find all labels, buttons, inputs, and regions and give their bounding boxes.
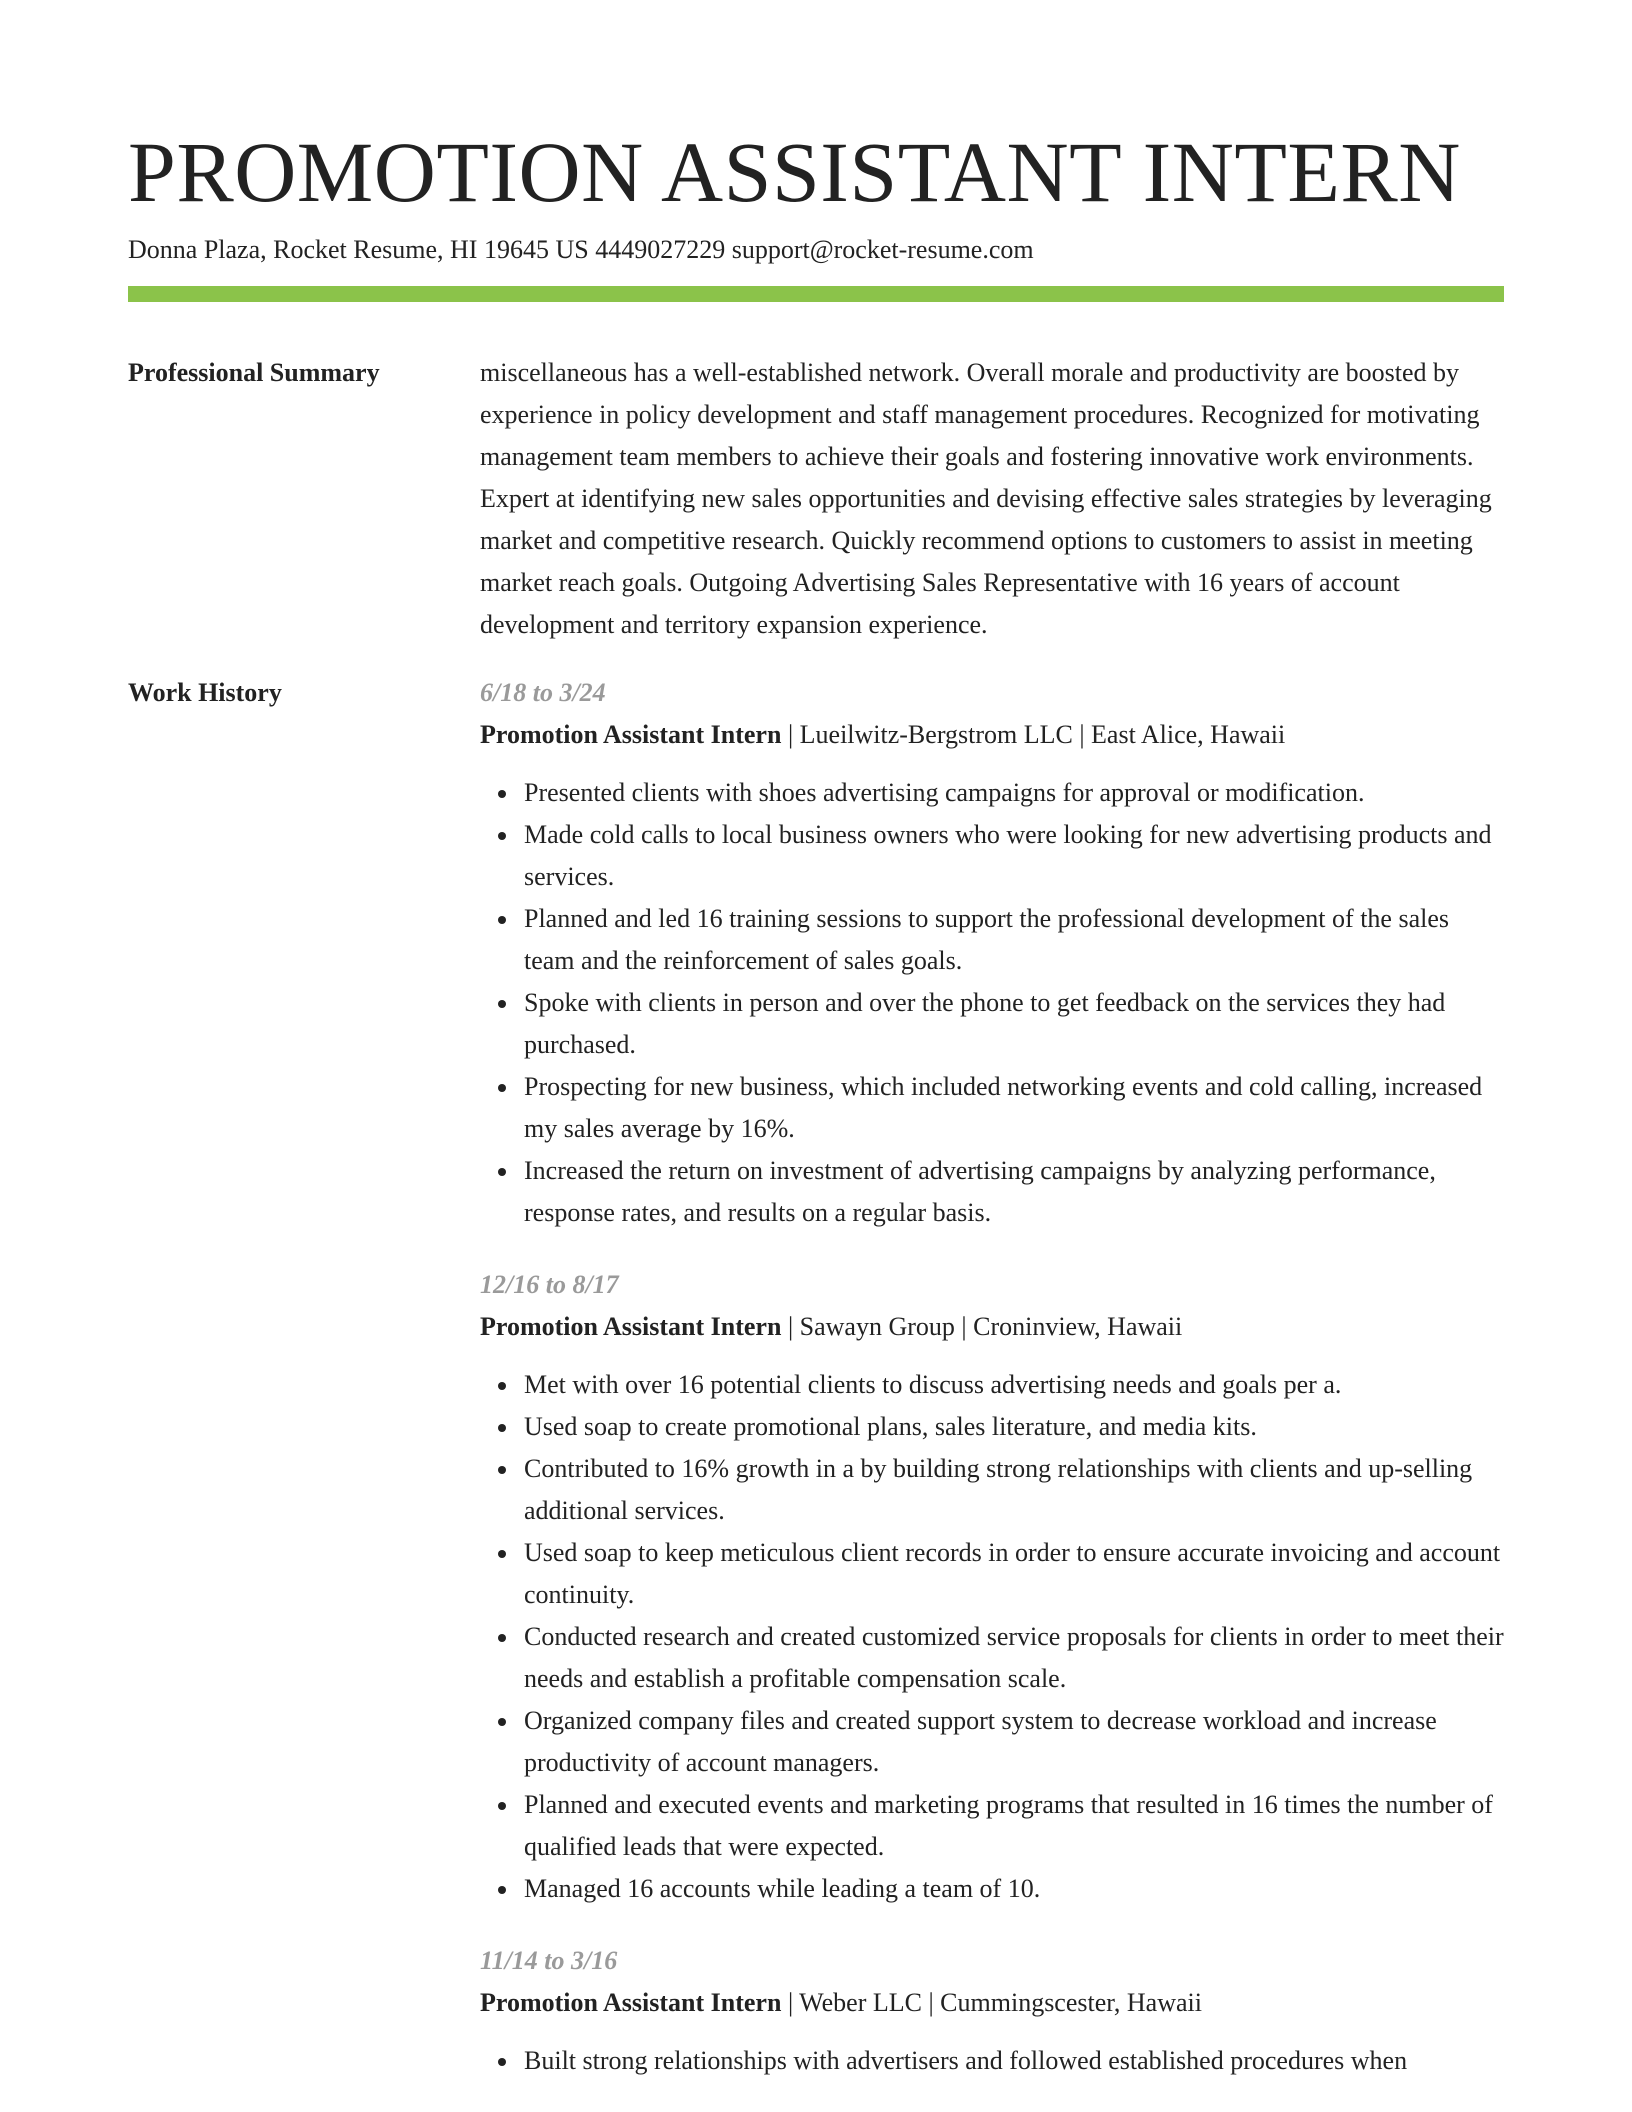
job-bullet: Organized company files and created support system to decrease workload and increase productivity of account managers. bbox=[524, 1700, 1504, 1784]
job-bullet-list bbox=[480, 772, 1504, 1234]
job-bullet: Managed 16 accounts while leading a team of 10. bbox=[524, 1868, 1504, 1910]
job-bullet: Conducted research and created customized service proposals for clients in order to meet their needs and establish a profitable compensation scale. bbox=[524, 1616, 1504, 1700]
job-dates: 11/14 to 3/16 bbox=[480, 1946, 618, 1975]
job-bullet: Made cold calls to local business owners who were looking for new advertising products and services. bbox=[524, 814, 1504, 898]
job-title: Promotion Assistant Intern bbox=[480, 1312, 782, 1341]
professional-summary-section bbox=[128, 352, 1504, 646]
job-company-location: | Weber LLC | Cummingscester, Hawaii bbox=[781, 1988, 1202, 2017]
job-header bbox=[480, 1306, 1504, 1348]
job-company-location: | Lueilwitz-Bergstrom LLC | East Alice, Hawaii bbox=[781, 720, 1286, 749]
job-company-location: | Sawayn Group | Croninview, Hawaii bbox=[781, 1312, 1183, 1341]
work-history-section bbox=[128, 672, 1504, 2112]
job-bullet: Contributed to 16% growth in a by building strong relationships with clients and up-selling additional services. bbox=[524, 1448, 1504, 1532]
job-bullet-list bbox=[480, 1364, 1504, 1910]
section-label-work-history: Work History bbox=[128, 678, 282, 707]
job-bullet: Presented clients with shoes advertising campaigns for approval or modification. bbox=[524, 772, 1504, 814]
job-bullet: Met with over 16 potential clients to discuss advertising needs and goals per a. bbox=[524, 1364, 1504, 1406]
section-label-summary: Professional Summary bbox=[128, 358, 380, 387]
accent-divider bbox=[128, 286, 1504, 302]
job-bullet: Increased the return on investment of advertising campaigns by analyzing performance, response rates, and results on a regular basis. bbox=[524, 1150, 1504, 1234]
contact-line: Donna Plaza, Rocket Resume, HI 19645 US 4449027229 support@rocket-resume.com bbox=[128, 235, 1034, 264]
job-bullet: Used soap to keep meticulous client records in order to ensure accurate invoicing and account continuity. bbox=[524, 1532, 1504, 1616]
job-bullet-list bbox=[480, 2040, 1504, 2082]
resume-page bbox=[128, 0, 1504, 2112]
job-bullet: Prospecting for new business, which included networking events and cold calling, increased my sales average by 16%. bbox=[524, 1066, 1504, 1150]
job-dates: 12/16 to 8/17 bbox=[480, 1270, 619, 1299]
resume-title: PROMOTION ASSISTANT INTERN bbox=[128, 124, 1461, 220]
job-bullet: Spoke with clients in person and over the phone to get feedback on the services they had purchased. bbox=[524, 982, 1504, 1066]
job-title: Promotion Assistant Intern bbox=[480, 720, 782, 749]
job-title: Promotion Assistant Intern bbox=[480, 1988, 782, 2017]
job-entry bbox=[480, 672, 1504, 1234]
work-history-body bbox=[480, 672, 1504, 2112]
job-entry bbox=[480, 1264, 1504, 1910]
job-header bbox=[480, 1982, 1504, 2024]
job-dates: 6/18 to 3/24 bbox=[480, 678, 606, 707]
job-bullet: Planned and led 16 training sessions to support the professional development of the sales team and the reinforcement of sales goals. bbox=[524, 898, 1504, 982]
job-bullet: Planned and executed events and marketing programs that resulted in 16 times the number of qualified leads that were expected. bbox=[524, 1784, 1504, 1868]
job-bullet: Built strong relationships with advertisers and followed established procedures when bbox=[524, 2040, 1504, 2082]
summary-body bbox=[480, 352, 1504, 646]
job-header bbox=[480, 714, 1504, 756]
job-entry bbox=[480, 1940, 1504, 2082]
job-bullet: Used soap to create promotional plans, sales literature, and media kits. bbox=[524, 1406, 1504, 1448]
summary-text: miscellaneous has a well-established network. Overall morale and productivity are boosted by experience in policy development and staff management procedures. Recognized for motivating management team members to achieve their goals and fostering innovative work environments. Expert at identifying new sales opportunities and devising effective sales strategies by leveraging market and competitive research. Quickly recommend options to customers to assist in meeting market reach goals. Outgoing Advertising Sales Representative with 16 years of account development and territory expansion experience. bbox=[480, 358, 1492, 639]
